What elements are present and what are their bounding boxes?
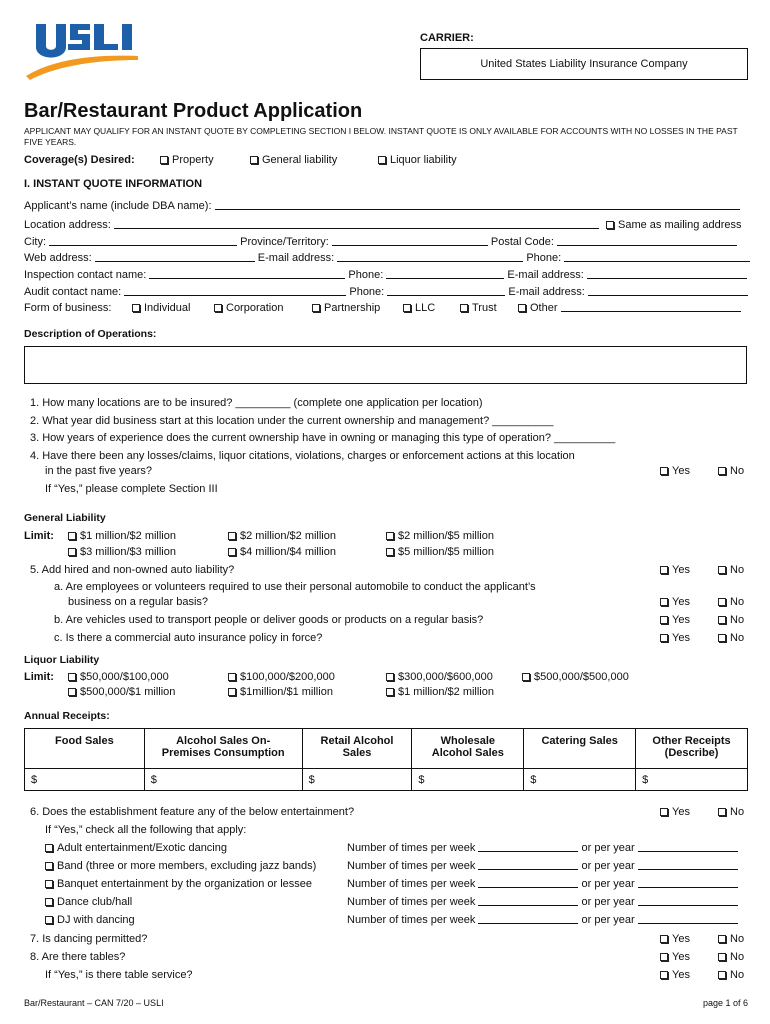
- catering-sales-input[interactable]: $: [524, 769, 636, 791]
- q8-yes[interactable]: [660, 951, 690, 963]
- ent-dj[interactable]: [45, 914, 135, 926]
- ll-limit-500-1m[interactable]: [68, 686, 175, 698]
- checkbox-icon[interactable]: [660, 467, 668, 475]
- footer-form-id: Bar/Restaurant – CAN 7/20 – USLI: [24, 998, 164, 1008]
- ll-limit-500-500[interactable]: [522, 671, 629, 683]
- checkbox-icon[interactable]: [522, 673, 530, 681]
- per-year-field[interactable]: [638, 896, 738, 906]
- coverage-option-label: General liability: [262, 154, 338, 166]
- q6-yes[interactable]: [660, 806, 690, 818]
- no-label: No: [730, 614, 745, 626]
- q4-no[interactable]: [718, 465, 744, 477]
- description-box[interactable]: [24, 346, 747, 384]
- checkbox-icon[interactable]: [660, 598, 668, 606]
- applicant-name-label: Applicant’s name (include DBA name):: [24, 200, 212, 212]
- q7-yes[interactable]: [660, 933, 690, 945]
- checkbox-icon[interactable]: [718, 467, 726, 475]
- form-other[interactable]: [518, 302, 741, 314]
- times-label: Number of times per week: [347, 914, 476, 926]
- yes-label: Yes: [672, 933, 690, 945]
- ent-frequency-row: [347, 860, 738, 872]
- checkbox-icon[interactable]: [718, 566, 726, 574]
- per-year-label: or per year: [581, 842, 635, 854]
- checkbox-icon[interactable]: [718, 634, 726, 642]
- inspection-field[interactable]: [149, 269, 345, 279]
- checkbox-icon[interactable]: [68, 673, 76, 681]
- checkbox-icon[interactable]: [250, 156, 258, 164]
- question-4: 4. Have there been any losses/claims, liquor citations, violations, charges or enforcement actions at this location: [30, 450, 575, 462]
- checkbox-icon[interactable]: [386, 673, 394, 681]
- same-as-mailing[interactable]: [606, 219, 742, 231]
- carrier-box: [420, 48, 748, 80]
- form-option-label: Individual: [144, 302, 191, 314]
- coverage-option-label: Property: [172, 154, 214, 166]
- q5c-no[interactable]: [718, 632, 744, 644]
- checkbox-icon[interactable]: [718, 971, 726, 979]
- applicant-name-row: [24, 200, 740, 212]
- coverage-label: Coverage(s) Desired:: [24, 154, 135, 166]
- gl-limit-5-5[interactable]: [386, 546, 494, 558]
- question-2: 2. What year did business start at this location under the current ownership and management? __________: [30, 415, 554, 427]
- checkbox-icon[interactable]: [660, 616, 668, 624]
- inspection-phone-field[interactable]: [386, 269, 504, 279]
- gl-limit-1-2[interactable]: [68, 530, 176, 542]
- checkbox-icon[interactable]: [660, 953, 668, 961]
- inspection-email-label: E-mail address:: [507, 269, 584, 281]
- audit-phone-field[interactable]: [387, 286, 505, 296]
- web-label: Web address:: [24, 252, 92, 264]
- per-year-label: or per year: [581, 896, 635, 908]
- checkbox-icon[interactable]: [718, 616, 726, 624]
- form-other-field[interactable]: [561, 302, 741, 312]
- carrier-name: United States Liability Insurance Company: [480, 58, 688, 70]
- section-1-title: I. INSTANT QUOTE INFORMATION: [24, 178, 203, 190]
- receipts-header: Other Receipts (Describe): [636, 729, 748, 769]
- gl-limit-3-3[interactable]: [68, 546, 176, 558]
- usli-logo: [22, 20, 140, 82]
- checkbox-icon[interactable]: [45, 880, 53, 888]
- location-row: [24, 219, 599, 231]
- question-3: 3. How years of experience does the current ownership have in owning or managing this type of operation? __________: [30, 432, 616, 444]
- question-1: 1. How many locations are to be insured? _________ (complete one application per location): [30, 397, 483, 409]
- audit-label: Audit contact name:: [24, 286, 122, 298]
- limit-label: $500,000/$1 million: [80, 686, 176, 698]
- q8sub-no[interactable]: [718, 969, 744, 981]
- gl-limit-label: Limit:: [24, 530, 54, 542]
- carrier-label: CARRIER:: [420, 32, 474, 44]
- ent-adult[interactable]: [45, 842, 227, 854]
- checkbox-icon[interactable]: [228, 532, 236, 540]
- audit-phone-label: Phone:: [349, 286, 385, 298]
- annual-receipts-title: Annual Receipts:: [24, 710, 110, 722]
- phone-field[interactable]: [564, 252, 750, 262]
- ent-frequency-row: [347, 914, 738, 926]
- times-per-week-field[interactable]: [478, 860, 578, 870]
- no-label: No: [730, 465, 745, 477]
- entertainment-label: Adult entertainment/Exotic dancing: [57, 842, 227, 854]
- q5c-yes[interactable]: [660, 632, 690, 644]
- web-field[interactable]: [95, 252, 255, 262]
- times-per-week-field[interactable]: [478, 896, 578, 906]
- question-4-cont: in the past five years?: [45, 465, 153, 477]
- no-label: No: [730, 632, 745, 644]
- form-option-label: Corporation: [226, 302, 284, 314]
- times-label: Number of times per week: [347, 878, 476, 890]
- form-individual[interactable]: [132, 302, 190, 314]
- q5-yes[interactable]: [660, 564, 690, 576]
- checkbox-icon[interactable]: [228, 673, 236, 681]
- checkbox-icon[interactable]: [45, 844, 53, 852]
- yes-label: Yes: [672, 806, 690, 818]
- no-label: No: [730, 564, 745, 576]
- checkbox-icon[interactable]: [660, 935, 668, 943]
- coverage-general-liability[interactable]: [250, 154, 337, 166]
- question-8: 8. Are there tables?: [30, 951, 126, 963]
- q5b-no[interactable]: [718, 614, 744, 626]
- question-7: 7. Is dancing permitted?: [30, 933, 148, 945]
- ll-limit-300-600[interactable]: [386, 671, 493, 683]
- times-per-week-field[interactable]: [478, 914, 578, 924]
- times-label: Number of times per week: [347, 842, 476, 854]
- q8-no[interactable]: [718, 951, 744, 963]
- q5-no[interactable]: [718, 564, 744, 576]
- city-label: City:: [24, 236, 46, 248]
- question-4-note: If “Yes,” please complete Section III: [45, 483, 218, 495]
- receipts-header: Food Sales: [25, 729, 145, 769]
- form-option-label: Trust: [472, 302, 497, 314]
- phone-label: Phone:: [526, 252, 562, 264]
- form-llc[interactable]: [403, 302, 435, 314]
- ll-limit-100-200[interactable]: [228, 671, 335, 683]
- limit-label: $2 million/$5 million: [398, 530, 494, 542]
- times-label: Number of times per week: [347, 896, 476, 908]
- page-title: Bar/Restaurant Product Application: [24, 100, 363, 122]
- checkbox-icon[interactable]: [460, 304, 468, 312]
- audit-field[interactable]: [124, 286, 346, 296]
- per-year-label: or per year: [581, 914, 635, 926]
- entertainment-label: Band (three or more members, excluding jazz bands): [57, 860, 317, 872]
- q5a-yes[interactable]: [660, 596, 690, 608]
- checkbox-icon[interactable]: [660, 971, 668, 979]
- inspection-phone-label: Phone:: [348, 269, 384, 281]
- checkbox-icon[interactable]: [518, 304, 526, 312]
- yes-label: Yes: [672, 951, 690, 963]
- email-field[interactable]: [337, 252, 523, 262]
- ll-limit-1m-1m[interactable]: [228, 686, 333, 698]
- question-8-sub: If “Yes,” is there table service?: [45, 969, 193, 981]
- checkbox-icon[interactable]: [378, 156, 386, 164]
- per-year-field[interactable]: [638, 914, 738, 924]
- per-year-label: or per year: [581, 860, 635, 872]
- limit-label: $300,000/$600,000: [398, 671, 493, 683]
- yes-label: Yes: [672, 632, 690, 644]
- form-of-business-label: Form of business:: [24, 302, 112, 314]
- checkbox-icon[interactable]: [312, 304, 320, 312]
- checkbox-icon[interactable]: [606, 221, 614, 229]
- question-6-note: If “Yes,” check all the following that apply:: [45, 824, 247, 836]
- audit-email-field[interactable]: [588, 286, 748, 296]
- audit-email-label: E-mail address:: [508, 286, 585, 298]
- checkbox-icon[interactable]: [160, 156, 168, 164]
- limit-label: $100,000/$200,000: [240, 671, 335, 683]
- city-field[interactable]: [49, 236, 237, 246]
- checkbox-icon[interactable]: [386, 688, 394, 696]
- entertainment-label: Dance club/hall: [57, 896, 133, 908]
- email-label: E-mail address:: [257, 252, 335, 264]
- checkbox-icon[interactable]: [718, 808, 726, 816]
- ent-dance-club[interactable]: [45, 896, 132, 908]
- question-5a-cont: business on a regular basis?: [68, 596, 209, 608]
- postal-label: Postal Code:: [490, 236, 554, 248]
- form-option-label: LLC: [415, 302, 436, 314]
- alcohol-on-premises-input[interactable]: $: [144, 769, 302, 791]
- limit-label: $3 million/$3 million: [80, 546, 176, 558]
- checkbox-icon[interactable]: [228, 688, 236, 696]
- receipts-header: Wholesale Alcohol Sales: [412, 729, 524, 769]
- per-year-field[interactable]: [638, 860, 738, 870]
- form-corporation[interactable]: [214, 302, 283, 314]
- q4-yes[interactable]: [660, 465, 690, 477]
- limit-label: $500,000/$500,000: [534, 671, 629, 683]
- q5a-no[interactable]: [718, 596, 744, 608]
- city-row: [24, 236, 737, 248]
- wholesale-alcohol-input[interactable]: $: [412, 769, 524, 791]
- limit-label: $50,000/$100,000: [80, 671, 169, 683]
- form-partnership[interactable]: [312, 302, 380, 314]
- usli-logo-graphic: [22, 20, 140, 82]
- checkbox-icon[interactable]: [45, 916, 53, 924]
- coverage-option-label: Liquor liability: [390, 154, 457, 166]
- question-5a: a. Are employees or volunteers required to use their personal automobile to conduct the applicant’s: [54, 581, 536, 593]
- yes-label: Yes: [672, 614, 690, 626]
- receipts-header: Retail Alcohol Sales: [302, 729, 412, 769]
- location-field[interactable]: [114, 219, 599, 229]
- ent-band[interactable]: [45, 860, 316, 872]
- checkbox-icon[interactable]: [68, 688, 76, 696]
- checkbox-icon[interactable]: [403, 304, 411, 312]
- no-label: No: [730, 969, 745, 981]
- province-field[interactable]: [332, 236, 488, 246]
- no-label: No: [730, 933, 745, 945]
- form-option-label: Other: [530, 302, 558, 314]
- inspection-email-field[interactable]: [587, 269, 747, 279]
- footer-page-number: page 1 of 6: [702, 998, 748, 1008]
- limit-label: $5 million/$5 million: [398, 546, 494, 558]
- times-per-week-field[interactable]: [478, 842, 578, 852]
- checkbox-icon[interactable]: [228, 548, 236, 556]
- question-5c: c. Is there a commercial auto insurance policy in force?: [54, 632, 323, 644]
- food-sales-input[interactable]: $: [25, 769, 145, 791]
- location-label: Location address:: [24, 219, 111, 231]
- gl-limit-4-4[interactable]: [228, 546, 336, 558]
- checkbox-icon[interactable]: [68, 548, 76, 556]
- web-row: [24, 252, 750, 264]
- checkbox-icon[interactable]: [718, 598, 726, 606]
- form-option-label: Partnership: [324, 302, 381, 314]
- checkbox-icon[interactable]: [718, 935, 726, 943]
- same-mailing-label: Same as mailing address: [618, 219, 742, 231]
- ent-frequency-row: [347, 896, 738, 908]
- gl-limit-2-2[interactable]: [228, 530, 336, 542]
- description-label: Description of Operations:: [24, 328, 157, 340]
- annual-receipts-table: [24, 728, 748, 791]
- no-label: No: [730, 951, 745, 963]
- question-5: 5. Add hired and non-owned auto liability?: [30, 564, 235, 576]
- checkbox-icon[interactable]: [45, 862, 53, 870]
- times-per-week-field[interactable]: [478, 878, 578, 888]
- yes-label: Yes: [672, 596, 690, 608]
- coverage-liquor-liability[interactable]: [378, 154, 457, 166]
- limit-label: $1 million/$2 million: [80, 530, 176, 542]
- per-year-field[interactable]: [638, 842, 738, 852]
- question-5b: b. Are vehicles used to transport people or deliver goods or products on a regular basis?: [54, 614, 484, 626]
- form-trust[interactable]: [460, 302, 497, 314]
- times-label: Number of times per week: [347, 860, 476, 872]
- no-label: No: [730, 596, 745, 608]
- limit-label: $1million/$1 million: [240, 686, 333, 698]
- province-label: Province/Territory:: [240, 236, 329, 248]
- liquor-liability-title: Liquor Liability: [24, 654, 100, 666]
- ent-frequency-row: [347, 878, 738, 890]
- yes-label: Yes: [672, 465, 690, 477]
- ll-limit-1m-2m[interactable]: [386, 686, 494, 698]
- checkbox-icon[interactable]: [214, 304, 222, 312]
- limit-label: $2 million/$2 million: [240, 530, 336, 542]
- yes-label: Yes: [672, 969, 690, 981]
- entertainment-label: Banquet entertainment by the organization or lessee: [57, 878, 312, 890]
- per-year-label: or per year: [581, 878, 635, 890]
- coverage-property[interactable]: [160, 154, 214, 166]
- limit-label: $4 million/$4 million: [240, 546, 336, 558]
- checkbox-icon[interactable]: [660, 634, 668, 642]
- limit-label: $1 million/$2 million: [398, 686, 494, 698]
- other-receipts-input[interactable]: $: [636, 769, 748, 791]
- receipts-header: Catering Sales: [524, 729, 636, 769]
- ll-limit-label: Limit:: [24, 671, 54, 683]
- per-year-field[interactable]: [638, 878, 738, 888]
- inspection-label: Inspection contact name:: [24, 269, 147, 281]
- intro-text: APPLICANT MAY QUALIFY FOR AN INSTANT QUOTE BY COMPLETING SECTION I BELOW. INSTANT QUOTE IS ONLY AVAILABLE FOR ACCOUNTS WITH NO LOSSES IN THE PAST FIVE YEARS.: [24, 126, 738, 147]
- inspection-row: [24, 269, 747, 281]
- no-label: No: [730, 806, 745, 818]
- checkbox-icon[interactable]: [660, 566, 668, 574]
- postal-field[interactable]: [557, 236, 737, 246]
- ent-banquet[interactable]: [45, 878, 312, 890]
- q7-no[interactable]: [718, 933, 744, 945]
- q6-no[interactable]: [718, 806, 744, 818]
- yes-label: Yes: [672, 564, 690, 576]
- q5b-yes[interactable]: [660, 614, 690, 626]
- checkbox-icon[interactable]: [386, 532, 394, 540]
- q8sub-yes[interactable]: [660, 969, 690, 981]
- checkbox-icon[interactable]: [386, 548, 394, 556]
- checkbox-icon[interactable]: [132, 304, 140, 312]
- receipts-header: Alcohol Sales On- Premises Consumption: [144, 729, 302, 769]
- checkbox-icon[interactable]: [45, 898, 53, 906]
- entertainment-label: DJ with dancing: [57, 914, 135, 926]
- checkbox-icon[interactable]: [660, 808, 668, 816]
- ll-limit-50-100[interactable]: [68, 671, 169, 683]
- ent-frequency-row: [347, 842, 738, 854]
- checkbox-icon[interactable]: [68, 532, 76, 540]
- general-liability-title: General Liability: [24, 512, 106, 524]
- retail-alcohol-input[interactable]: $: [302, 769, 412, 791]
- applicant-name-field[interactable]: [215, 200, 740, 210]
- gl-limit-2-5[interactable]: [386, 530, 494, 542]
- audit-row: [24, 286, 748, 298]
- question-6: 6. Does the establishment feature any of the below entertainment?: [30, 806, 355, 818]
- checkbox-icon[interactable]: [718, 953, 726, 961]
